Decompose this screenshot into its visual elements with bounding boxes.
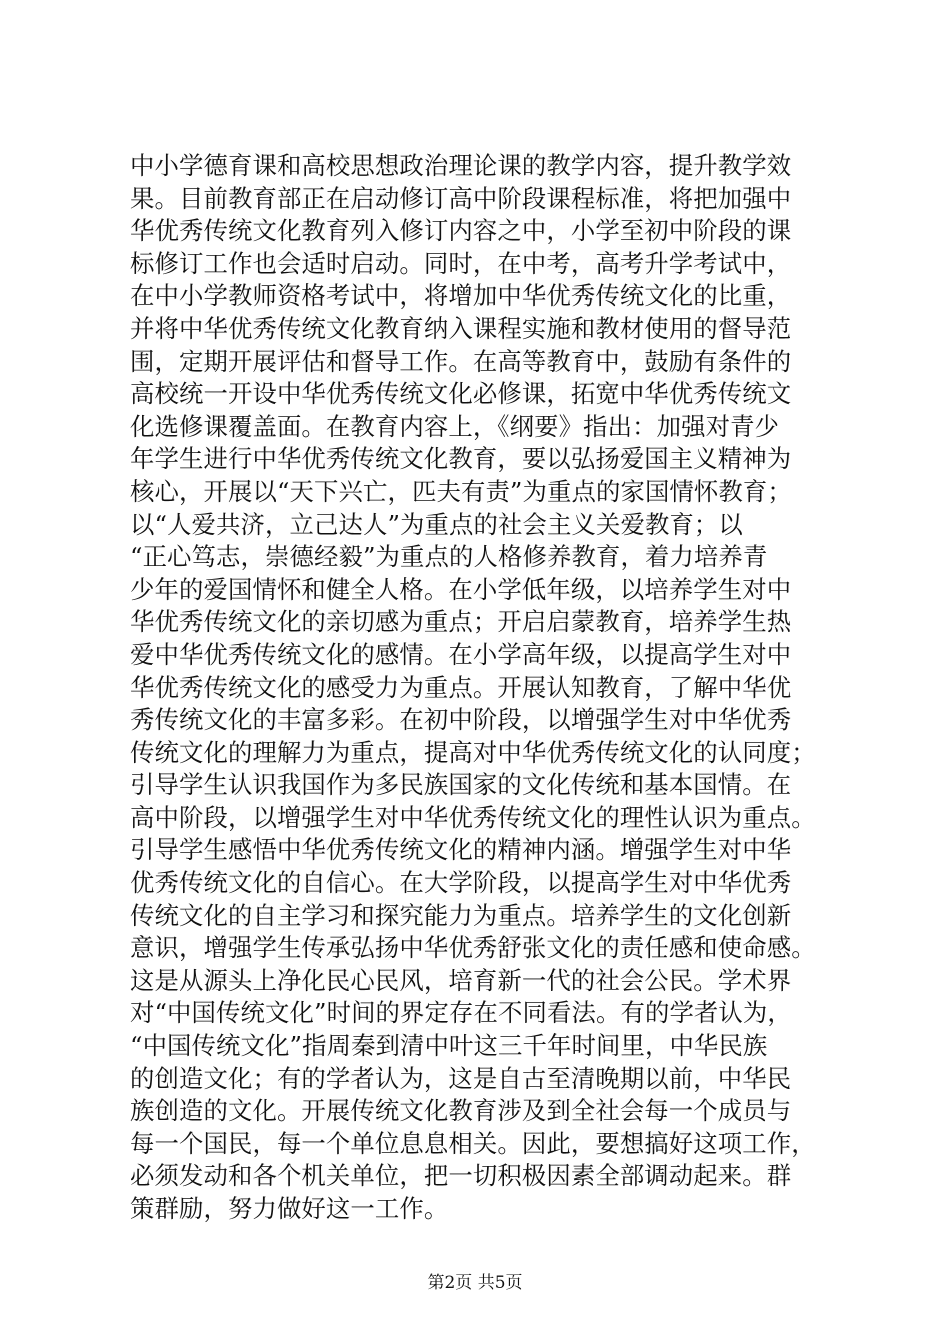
text-line: 爱中华优秀传统文化的感情。在小学高年级，以提高学生对中 (130, 639, 792, 669)
text-line: 秀传统文化的丰富多彩。在初中阶段，以增强学生对中华优秀 (130, 705, 792, 735)
text-line: 华优秀传统文化的感受力为重点。开展认知教育，了解中华优 (130, 672, 792, 702)
text-line: 并将中华优秀传统文化教育纳入课程实施和教材使用的督导范 (130, 313, 792, 343)
text-line: 优秀传统文化的自信心。在大学阶段，以提高学生对中华优秀 (130, 868, 792, 898)
text-line: 引导学生感悟中华优秀传统文化的精神内涵。增强学生对中华 (130, 835, 792, 865)
text-line: 华优秀传统文化的亲切感为重点；开启启蒙教育，培养学生热 (130, 607, 792, 637)
text-line: 高校统一开设中华优秀传统文化必修课，拓宽中华优秀传统文 (130, 379, 792, 409)
text-line: 传统文化的自主学习和探究能力为重点。培养学生的文化创新 (130, 900, 792, 930)
text-line: 化选修课覆盖面。在教育内容上，《纲要》指出：加强对青少 (130, 411, 780, 441)
text-line: 少年的爱国情怀和健全人格。在小学低年级，以培养学生对中 (130, 574, 792, 604)
text-line: 以“人爱共济，立己达人”为重点的社会主义关爱教育；以 (130, 509, 743, 539)
text-line: 策群励，努力做好这一工作。 (130, 1194, 449, 1223)
text-line: 传统文化的理解力为重点，提高对中华优秀传统文化的认同度； (130, 737, 816, 767)
text-line: 高中阶段，以增强学生对中华优秀传统文化的理性认识为重点。 (130, 802, 816, 832)
body-paragraph (130, 150, 850, 1226)
text-line: 在中小学教师资格考试中，将增加中华优秀传统文化的比重， (130, 281, 792, 311)
text-line: 中小学德育课和高校思想政治理论课的教学内容，提升教学效 (130, 151, 792, 180)
page-number: 第2页 共5页 (427, 1273, 523, 1293)
text-line: 华优秀传统文化教育列入修订内容之中，小学至初中阶段的课 (130, 216, 792, 246)
text-line: 必须发动和各个机关单位，把一切积极因素全部调动起来。群 (130, 1161, 792, 1191)
text-line: 每一个国民，每一个单位息息相关。因此，要想搞好这项工作， (130, 1128, 816, 1158)
text-line: 族创造的文化。开展传统文化教育涉及到全社会每一个成员与 (130, 1096, 792, 1126)
text-line: “中国传统文化”指周秦到清中叶这三千年时间里，中华民族 (130, 1031, 768, 1061)
text-line: 年学生进行中华优秀传统文化教育，要以弘扬爱国主义精神为 (130, 444, 792, 474)
text-line: “正心笃志，崇德经毅”为重点的人格修养教育，着力培养青 (130, 542, 768, 572)
text-line: 的创造文化；有的学者认为，这是自古至清晚期以前，中华民 (130, 1063, 792, 1093)
text-line: 标修订工作也会适时启动。同时，在中考，高考升学考试中， (130, 248, 792, 278)
text-line: 对“中国传统文化”时间的界定存在不同看法。有的学者认为， (130, 998, 792, 1028)
text-line: 这是从源头上净化民心民风，培育新一代的社会公民。学术界 (130, 965, 792, 995)
text-line: 围，定期开展评估和督导工作。在高等教育中，鼓励有条件的 (130, 346, 792, 376)
text-line: 核心，开展以“天下兴亡，匹夫有责”为重点的家国情怀教育； (130, 476, 792, 506)
text-line: 意识，增强学生传承弘扬中华优秀舒张文化的责任感和使命感。 (130, 933, 816, 963)
text-line: 引导学生认识我国作为多民族国家的文化传统和基本国情。在 (130, 770, 792, 800)
text-line: 果。目前教育部正在启动修订高中阶段课程标准，将把加强中 (130, 183, 792, 213)
